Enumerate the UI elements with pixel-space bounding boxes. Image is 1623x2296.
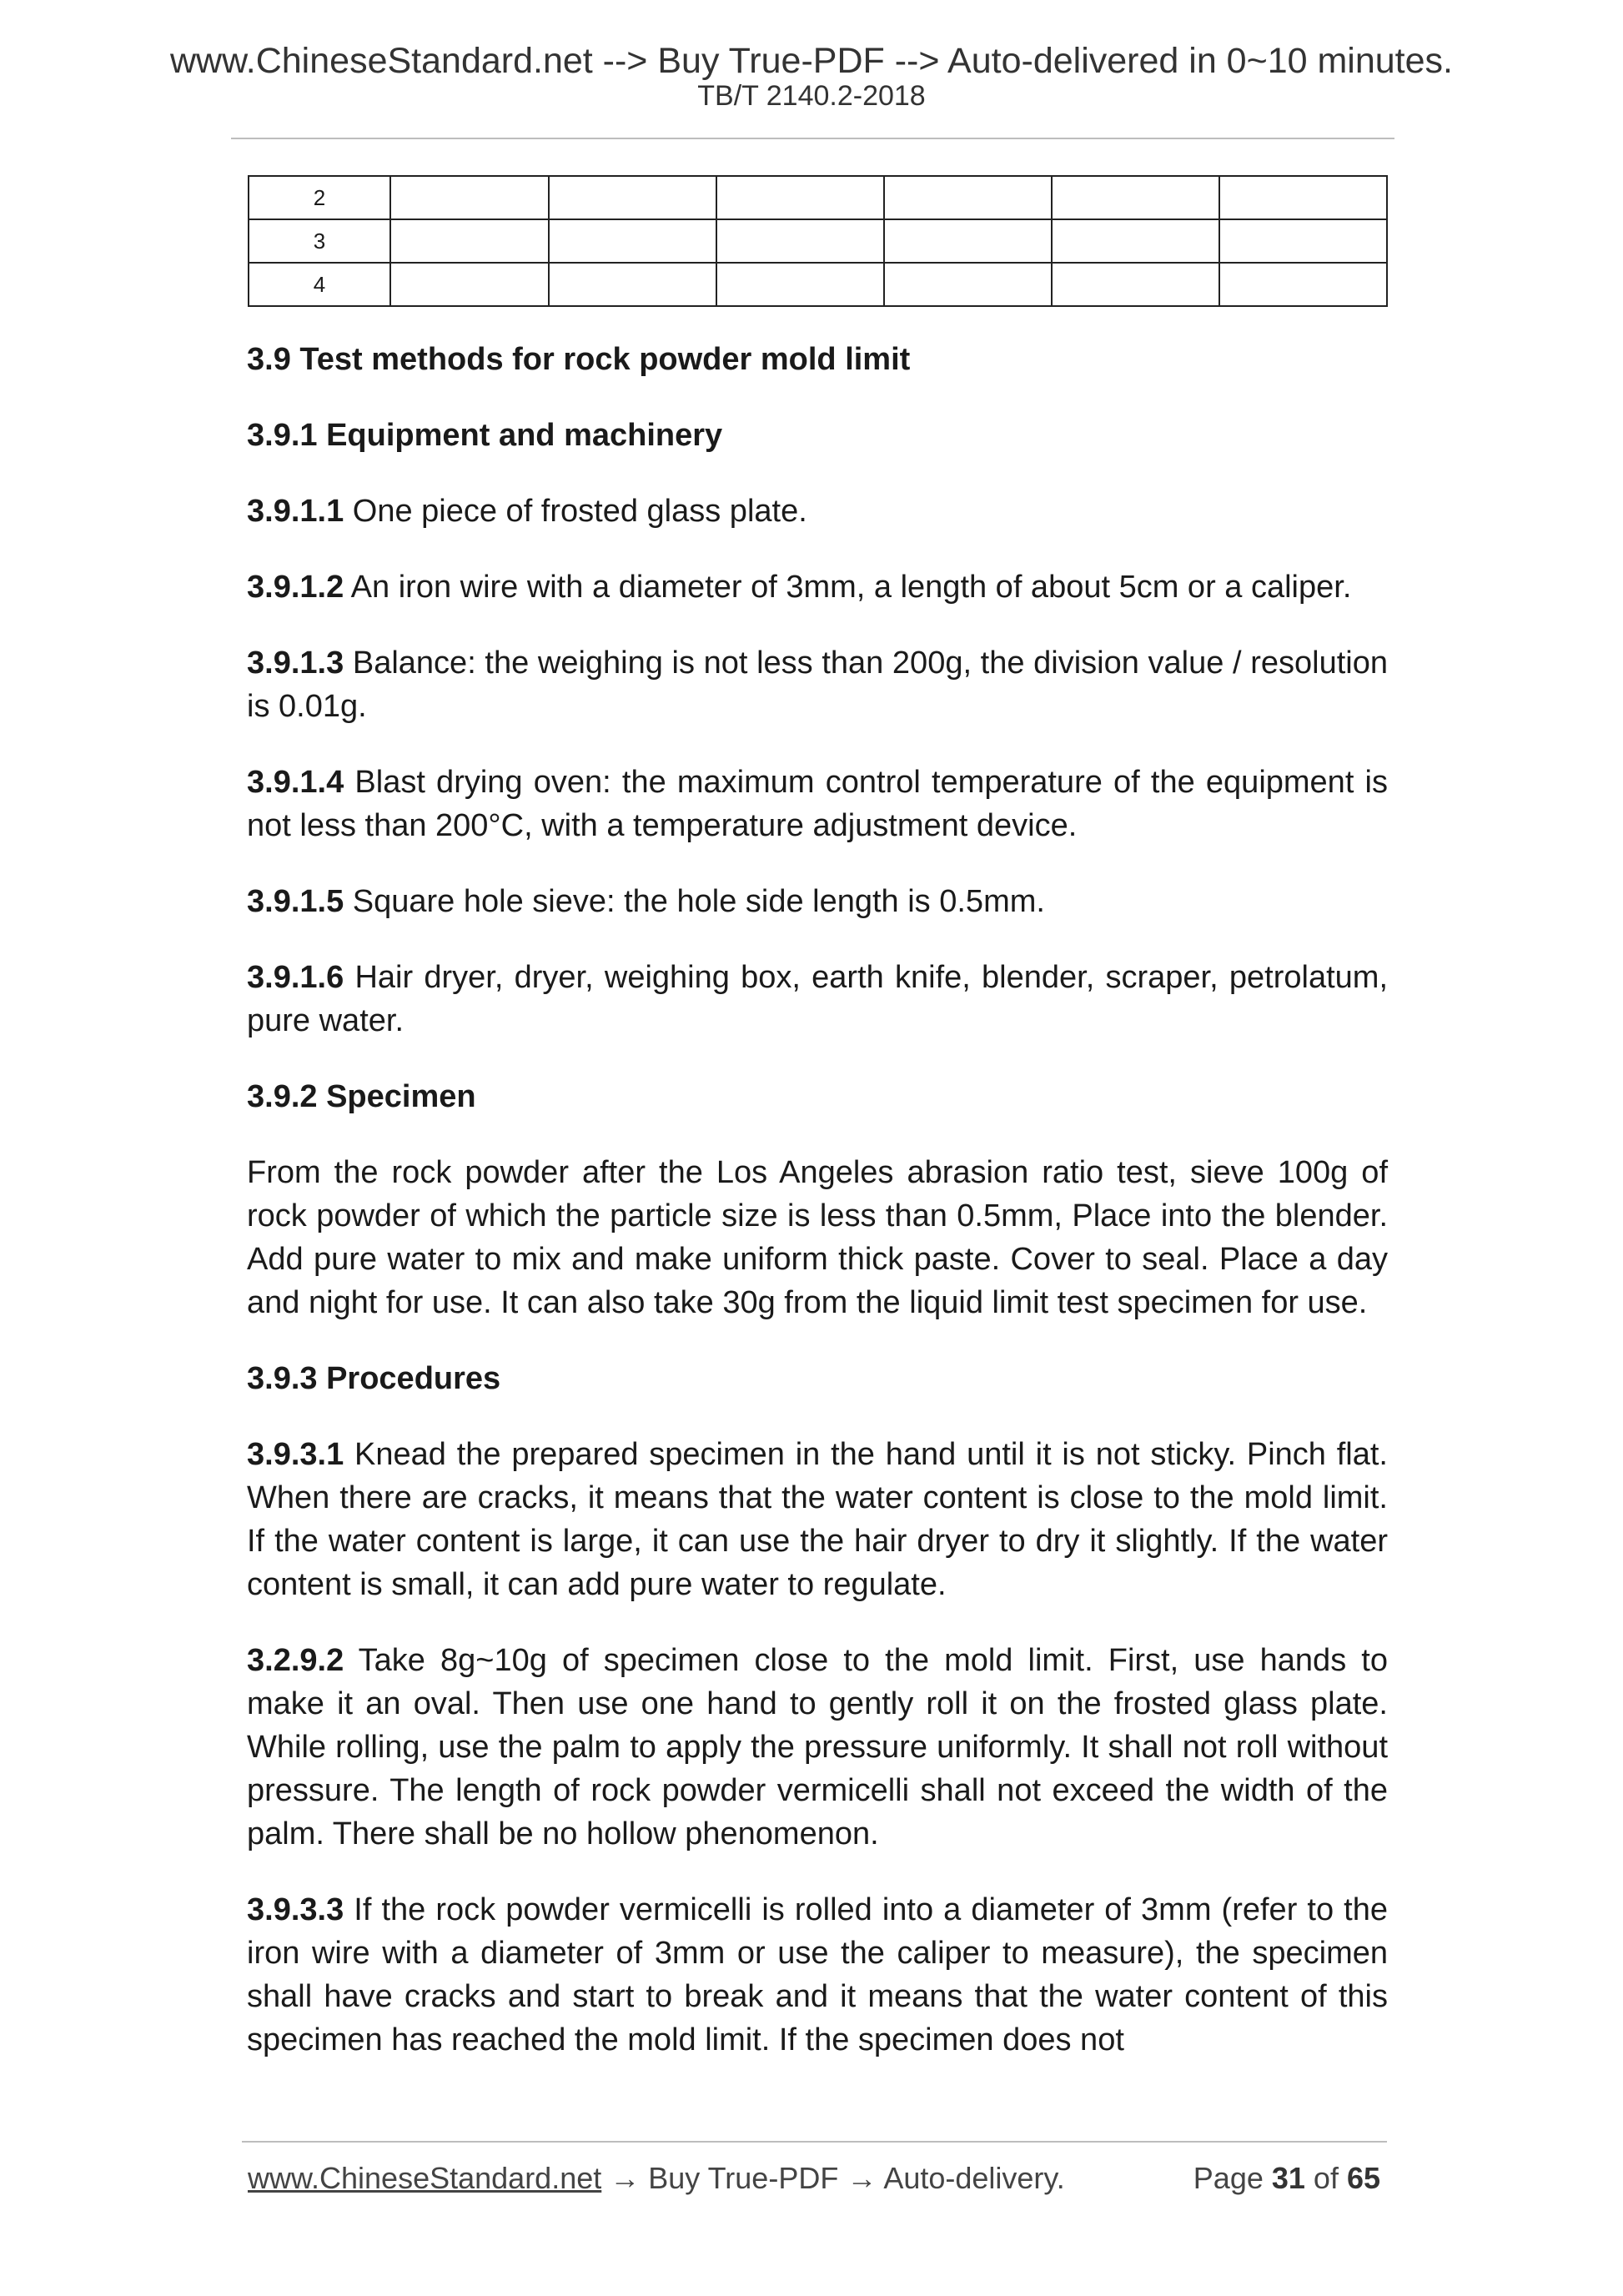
document-body (247, 338, 1388, 2094)
clause (247, 641, 1388, 728)
table-cell (390, 263, 549, 306)
table-cell (549, 219, 716, 263)
clause-number: 3.9.1.3 (247, 646, 344, 681)
table-cell (549, 176, 716, 219)
clause (247, 880, 1388, 923)
paragraph: From the rock powder after the Los Angeles abrasion ratio test, sieve 100g of rock powder of which the particle size is less than 0.5mm, Place into the blender. Add pure water to mix and make uniform thick paste. Cover to seal. Place a day and night for use. It can also take 30g from the liquid limit test specimen for use. (247, 1155, 1388, 1320)
page-current: 31 (1271, 2161, 1305, 2195)
table-cell (1052, 219, 1219, 263)
header-banner: www.ChineseStandard.net --> Buy True-PDF --> Auto-delivered in 0~10 minutes. (169, 41, 1453, 81)
clause-text: Balance: the weighing is not less than 200g, the division value / resolution is 0.01g. (247, 646, 1388, 724)
clause (247, 1639, 1388, 1856)
page-word: Page (1193, 2161, 1272, 2195)
clause-text: One piece of frosted glass plate. (344, 494, 807, 529)
section-heading: 3.9 Test methods for rock powder mold limit (247, 342, 911, 377)
clause-number: 3.9.1.4 (247, 765, 344, 800)
table-cell (1219, 219, 1387, 263)
table-cell (716, 219, 884, 263)
clause-text: An iron wire with a diameter of 3mm, a length of about 5cm or a caliper. (344, 570, 1352, 605)
table-cell (1219, 176, 1387, 219)
site-link[interactable]: www.ChineseStandard.net (248, 2161, 602, 2195)
table-cell (716, 263, 884, 306)
footer-tagline: → Buy True-PDF → Auto-delivery. (601, 2161, 1065, 2195)
header-divider (231, 138, 1394, 139)
clause (247, 761, 1388, 847)
page-indicator (1193, 2158, 1380, 2198)
clause (247, 1433, 1388, 1606)
of-word: of (1304, 2161, 1347, 2195)
table-cell (716, 176, 884, 219)
results-table (248, 175, 1388, 307)
row-label: 3 (249, 219, 390, 263)
clause-number: 3.9.3.1 (247, 1437, 344, 1472)
row-label: 4 (249, 263, 390, 306)
table-cell (884, 263, 1052, 306)
clause-text: Knead the prepared specimen in the hand until it is not sticky. Pinch flat. When there are cracks, it means that the water content is close to the mold limit. If the water content is large, it can use the hair dryer to dry it slightly. If the water content is small, it can add pure water to regulate. (247, 1437, 1388, 1602)
table-row (249, 176, 1387, 219)
clause (247, 490, 1388, 533)
clause-text: If the rock powder vermicelli is rolled into a diameter of 3mm (refer to the iron wire with a diameter of 3mm or use the caliper to measure), the specimen shall have cracks and start to break and it means that the water content of this specimen has reached the mold limit. If the specimen does not (247, 1892, 1388, 2057)
table-cell (390, 219, 549, 263)
clause (247, 565, 1388, 609)
table-cell (884, 176, 1052, 219)
row-label: 2 (249, 176, 390, 219)
clause-number: 3.9.1.1 (247, 494, 344, 529)
table-row (249, 263, 1387, 306)
table-row (249, 219, 1387, 263)
clause-number: 3.2.9.2 (247, 1643, 344, 1678)
clause-number: 3.9.1.6 (247, 960, 344, 995)
table-cell (1052, 263, 1219, 306)
clause-number: 3.9.3.3 (247, 1892, 344, 1927)
clause-text: Square hole sieve: the hole side length is 0.5mm. (344, 884, 1045, 919)
table-cell (390, 176, 549, 219)
clause-text: Blast drying oven: the maximum control temperature of the equipment is not less than 200°C, with a temperature adjustment device. (247, 765, 1388, 843)
footer-divider (242, 2141, 1387, 2143)
clause-number: 3.9.1.2 (247, 570, 344, 605)
clause (247, 1888, 1388, 2062)
page-footer (248, 2158, 1380, 2198)
subsection-heading: 3.9.2 Specimen (247, 1079, 476, 1114)
subsection-heading: 3.9.1 Equipment and machinery (247, 418, 723, 453)
clause-text: Take 8g~10g of specimen close to the mold limit. First, use hands to make it an oval. Then use one hand to gently roll it on the frosted glass plate. While rolling, use the palm to apply the pressure uniformly. It shall not roll without pressure. The length of rock powder vermicelli shall not exceed the width of the palm. There shall be no hollow phenomenon. (247, 1643, 1388, 1851)
clause-text: Hair dryer, dryer, weighing box, earth knife, blender, scraper, petrolatum, pure water. (247, 960, 1388, 1038)
table-cell (1052, 176, 1219, 219)
subsection-heading: 3.9.3 Procedures (247, 1361, 501, 1396)
table-cell (1219, 263, 1387, 306)
standard-number: TB/T 2140.2-2018 (697, 80, 926, 112)
table-cell (549, 263, 716, 306)
clause (247, 956, 1388, 1042)
page-total: 65 (1346, 2161, 1380, 2195)
clause-number: 3.9.1.5 (247, 884, 344, 919)
table-cell (884, 219, 1052, 263)
